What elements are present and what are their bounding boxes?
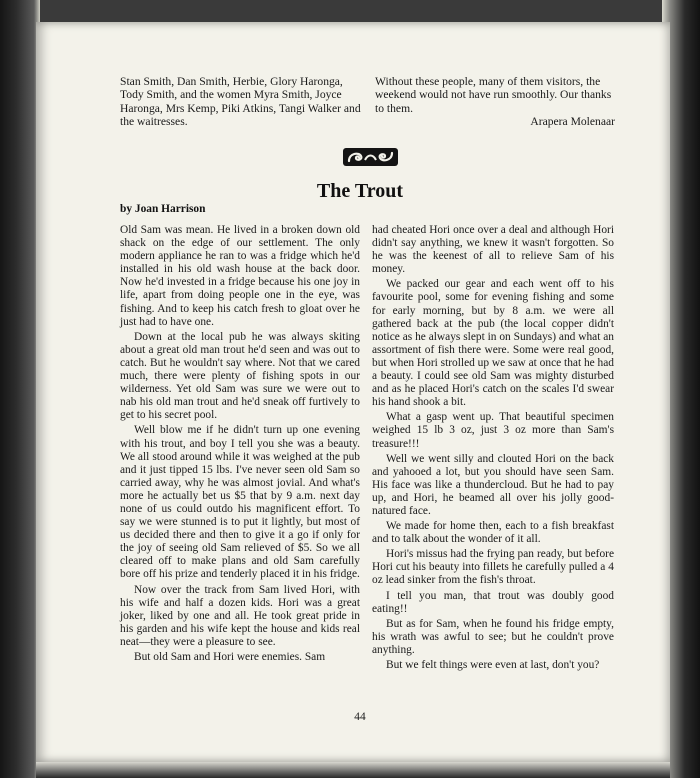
story-byline: by Joan Harrison [120,203,206,215]
story-paragraph: Now over the track from Sam lived Hori, with his wife and half a dozen kids. Hori was a great joker, liked by one and all. He took great pride in his garden and his wife kept the house and kids real neat—they were a pleasure to see. [120,583,360,648]
story-right-column [372,224,614,674]
credits-text: Stan Smith, Dan Smith, Herbie, Glory Haronga, Tody Smith, and the women Myra Smith, Joyce Haronga, Mrs Kemp, Piki Atkins, Tangi Walker and the waitresses. [120,75,361,129]
credits-paragraph [120,75,362,129]
scan-edge-left [0,0,40,778]
story-paragraph: I tell you man, that trout was doubly good eating!! [372,589,614,615]
story-paragraph: We packed our gear and each went off to his favourite pool, some for evening fishing and some for early morning, but by 8 a.m. we were all gathered back at the pub (the local copper didn't notice as he always slept in on Sundays) and what an assortment of fish there were. Some were real good, but when Hori strolled up we saw at once that he had a beauty. I could see old Sam was mighty disturbed and as he placed Hori's catch on the scales I'd swear his hand shook a bit. [372,278,614,409]
page-number: 44 [354,711,366,723]
thanks-signature: Arapera Molenaar [530,115,615,129]
koru-emblem-icon [343,148,398,166]
scan-edge-bottom [36,762,670,778]
thanks-paragraph [375,75,615,129]
story-paragraph: Down at the local pub he was always skiting about a great old man trout he'd seen and was out to catch. But he wouldn't say where. Not that we cared much, there were plenty of fishing spots in our wilderness. Yet old Sam was sure we were out to nab his old man trout and he'd sneak off furtively to get to his secret pool. [120,330,360,422]
story-paragraph: But we felt things were even at last, don't you? [386,659,600,671]
story-paragraph: But old Sam and Hori were enemies. Sam [134,651,326,663]
story-paragraph: Well blow me if he didn't turn up one evening with his trout, and boy I tell you she was a beauty. We all stood around while it was weighed at the pub and it just tipped 15 lbs. I've never seen old Sam so carried away, why he was almost jovial. And what's more he actually bet us $5 that by 9 a.m. next day none of us could outdo his magnificent effort. To say we were stunned is to put it lightly, but most of us decided there and then to give it a go if only for the joy of seeing old Sam relieved of $5. So we all cleared off to make plans and old Sam carefully bore off his prize and tenderly placed it in his fridge. [120,424,360,581]
story-paragraph: Old Sam was mean. He lived in a broken down old shack on the edge of our settlement. The only modern appliance he ran to was a fridge which he'd installed in his old wash house at the back door. Now he'd invested in a fridge because his one joy in life, apart from doing people one in the eye, was fishing. And to keep his catch fresh to gloat over he just had to have one. [120,224,360,328]
story-paragraph: Hori's missus had the frying pan ready, but before Hori cut his beauty into fillets he carefully pulled a 4 oz lead sinker from the fish's throat. [372,548,614,587]
story-left-column [120,224,360,666]
story-paragraph: We made for home then, each to a fish breakfast and to talk about the wonder of it all. [372,520,614,546]
story-paragraph: But as for Sam, when he found his fridge empty, his wrath was awful to see; but he couldn't prove anything. [372,617,614,656]
story-title: The Trout [316,180,404,202]
story-paragraph: Well we went silly and clouted Hori on the back and yahooed a lot, but you should have seen Sam. His face was like a thundercloud. But he had to pay up, and Hori, he beamed all over his jolly good-natured face. [372,452,614,517]
story-paragraph: What a gasp went up. That beautiful specimen weighed 15 lb 3 oz, just 3 oz more than Sam's treasure!!! [372,411,614,450]
story-paragraph: had cheated Hori once over a deal and although Hori didn't say anything, we knew it wasn't forgotten. So he was the keenest of all to relieve Sam of his money. [372,224,614,276]
thanks-text: Without these people, many of them visitors, the weekend would not have run smoothly. Our thanks to them. [375,75,612,115]
